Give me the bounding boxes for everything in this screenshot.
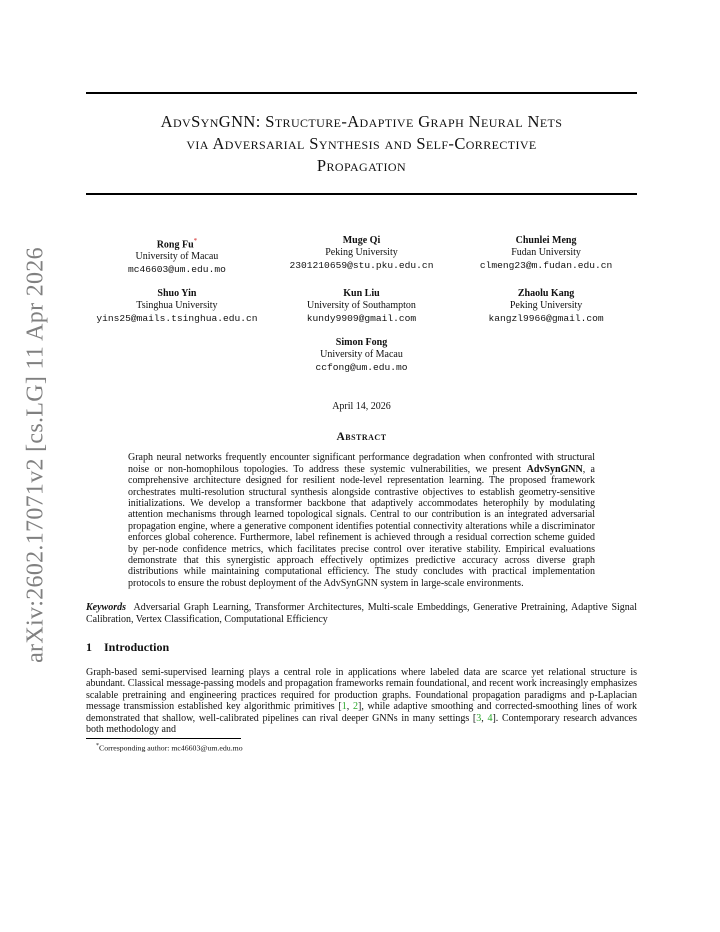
author-email: mc46603@um.edu.mo <box>127 264 226 276</box>
author-email: clmeng23@m.fudan.edu.cn <box>479 260 613 271</box>
author-email: 2301210659@stu.pku.edu.cn <box>289 260 434 271</box>
arxiv-sidebar <box>16 247 56 663</box>
author-row <box>86 337 637 374</box>
introduction-paragraph: Graph-based semi-supervised learning plays a central role in applications where labeled data are scarce yet relational structure is abundant. Classical message-passing models and propagation frameworks remain foundational, and recent work increasingly emphasizes scalable pretraining and engineering practices required for production graphs. Foundational propagation paradigms and p-Laplacian message transmission established key algorithmic primitives [1, 2], while adaptive smoothing and corrected-smoothing lines of work demonstrated that shallow, well-calibrated pipelines can rival deeper GNNs in many settings [3, 4]. Contemporary research advances both methodology and <box>86 667 638 736</box>
keywords <box>86 602 637 625</box>
author-affiliation: University of Southampton <box>307 300 416 312</box>
author-entry <box>315 337 407 374</box>
footnote-rule <box>86 738 241 739</box>
author-entry <box>455 235 637 276</box>
paper-title <box>86 111 637 177</box>
author-block <box>86 235 637 374</box>
abstract-heading: Abstract <box>336 431 387 444</box>
author-affiliation: Fudan University <box>511 247 581 258</box>
footnote <box>86 741 637 754</box>
title-line-2: via Adversarial Synthesis and Self-Corrective <box>186 134 537 153</box>
author-name: Shuo Yin <box>157 288 197 300</box>
title-bottom-rule <box>86 193 637 195</box>
citation-link[interactable]: 4 <box>487 712 493 724</box>
paper-page <box>86 0 637 754</box>
author-email: yins25@mails.tsinghua.edu.cn <box>96 313 258 325</box>
footnote-text: Corresponding author: mc46603@um.edu.mo <box>99 744 243 754</box>
author-affiliation: University of Macau <box>135 251 219 263</box>
author-name: Muge Qi <box>342 235 381 246</box>
author-affiliation: Peking University <box>509 300 583 312</box>
author-email: kundy9909@gmail.com <box>306 313 417 325</box>
author-row <box>86 288 637 325</box>
section-title: Introduction <box>104 640 170 655</box>
author-entry <box>271 235 453 276</box>
section-heading <box>86 640 637 655</box>
author-email: kangzl9966@gmail.com <box>488 313 604 325</box>
corresponding-mark: * <box>193 237 198 245</box>
title-line-1: AdvSynGNN: Structure-Adaptive Graph Neural Nets <box>160 112 563 131</box>
publication-date: April 14, 2026 <box>332 401 391 413</box>
keywords-text: Adversarial Graph Learning, Transformer Architectures, Multi-scale Embeddings, Generative Pretraining, Adaptive Signal Calibration, Vertex Classification, Computational Efficiency <box>86 602 638 625</box>
title-line-3: Propagation <box>316 156 407 175</box>
abstract-text: Graph neural networks frequently encounter significant performance degradation when confronted with structural noise or non-homophilous topologies. To address these systemic vulnerabilities, we present AdvSynGNN, a comprehensive architecture designed for resilient node-level representation learning. The proposed framework orchestrates multi-resolution structural synthesis alongside contrastive objectives to establish geometry-sensitive initializations. We develop a transformer backbone that adaptively accommodates heterophily by modulating attention mechanisms through learned topological signals. Central to our contribution is an integrated adversarial propagation engine, where a generative component identifies potential connectivity alterations while a discriminator enforces global coherence. Furthermore, label refinement is achieved through a residual correction scheme guided by per-node confidence metrics, which facilitates precise control over iterative stability. Empirical evaluations demonstrate that this synergistic approach effectively optimizes predictive accuracy across diverse graph distributions while maintaining computational efficiency. The study concludes with practical implementation protocols to ensure the robust deployment of the AdvSynGNN system in large-scale environments. <box>128 452 595 589</box>
author-name: Chunlei Meng <box>515 235 577 246</box>
citation-link[interactable]: 2 <box>352 701 358 713</box>
author-affiliation: University of Macau <box>320 349 403 361</box>
author-name: Simon Fong <box>335 337 388 349</box>
keywords-label: Keywords <box>86 602 126 614</box>
title-top-rule <box>86 92 637 94</box>
author-name: Zhaolu Kang <box>517 288 575 300</box>
arxiv-identifier: arXiv:2602.17071v2 [cs.LG] 11 Apr 2026 <box>22 247 49 663</box>
citation-link[interactable]: 3 <box>476 712 482 724</box>
author-affiliation: Tsinghua University <box>136 300 218 312</box>
footnote-mark: * <box>96 743 99 750</box>
author-entry <box>271 288 453 325</box>
author-name: Rong Fu <box>156 239 194 251</box>
section-number: 1 <box>86 640 92 655</box>
author-name: Kun Liu <box>343 288 380 300</box>
author-affiliation: Peking University <box>325 247 398 258</box>
author-entry <box>86 235 268 276</box>
citation-link[interactable]: 1 <box>341 701 347 713</box>
author-email: ccfong@um.edu.mo <box>315 362 408 374</box>
author-entry <box>86 288 268 325</box>
author-row <box>86 235 637 276</box>
model-name: AdvSynGNN <box>526 463 583 475</box>
author-entry <box>455 288 637 325</box>
